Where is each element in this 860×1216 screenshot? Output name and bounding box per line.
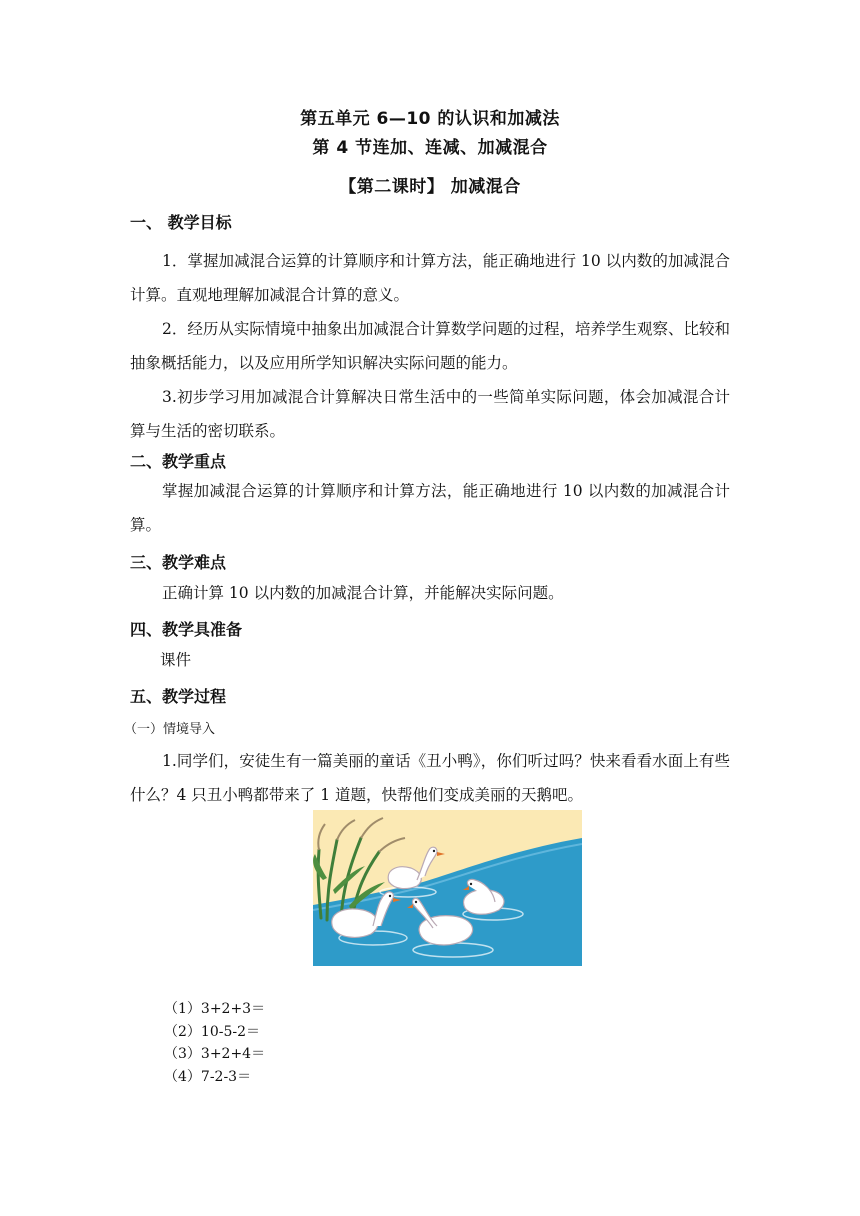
process-subheading: （一）情境导入 bbox=[124, 722, 216, 737]
exercise-item-1: （1）3+2+3＝ bbox=[164, 1001, 266, 1017]
exercise-item-4: （4）7-2-3＝ bbox=[164, 1068, 252, 1085]
goal-item-3: 3.初步学习用加减混合计算解决日常生活中的一些简单实际问题，体会加减混合计算与生活的密切联系。 bbox=[130, 388, 730, 440]
lesson-title: 【第二课时】 加减混合 bbox=[339, 177, 521, 197]
process-heading: 五、教学过程 bbox=[130, 687, 227, 706]
key-points-heading: 二、教学重点 bbox=[130, 452, 227, 471]
swans-on-pond-illustration bbox=[313, 810, 582, 966]
goal-item-2: 2．经历从实际情境中抽象出加减混合计算数学问题的过程，培养学生观察、比较和抽象概括能力，以及应用所学知识解决实际问题的能力。 bbox=[130, 320, 730, 372]
exercise-list bbox=[164, 998, 265, 1088]
section-title: 第 4 节连加、连减、加减混合 bbox=[312, 138, 548, 158]
exercise-item-3: （3）3+2+4＝ bbox=[164, 1046, 266, 1062]
exercise-item-2: （2）10-5-2＝ bbox=[164, 1023, 260, 1040]
difficulties-text: 正确计算 10 以内数的加减混合计算，并能解决实际问题。 bbox=[162, 584, 564, 602]
process-intro: 1.同学们，安徒生有一篇美丽的童话《丑小鸭》，你们听过吗？快来看看水面上有些什么？4 只丑小鸭都带来了 1 道题，快帮他们变成美丽的天鹅吧。 bbox=[130, 752, 730, 804]
difficulties-heading: 三、教学难点 bbox=[130, 553, 227, 572]
unit-title: 第五单元 6—10 的认识和加减法 bbox=[300, 109, 560, 129]
materials-text: 课件 bbox=[160, 651, 192, 669]
goals-heading: 一、 教学目标 bbox=[130, 213, 232, 232]
materials-heading: 四、教学具准备 bbox=[130, 620, 243, 639]
goal-item-1: 1．掌握加减混合运算的计算顺序和计算方法，能正确地进行 10 以内数的加减混合计算。直观地理解加减混合计算的意义。 bbox=[130, 252, 730, 304]
key-points-text: 掌握加减混合运算的计算顺序和计算方法，能正确地进行 10 以内数的加减混合计算。 bbox=[130, 482, 730, 534]
